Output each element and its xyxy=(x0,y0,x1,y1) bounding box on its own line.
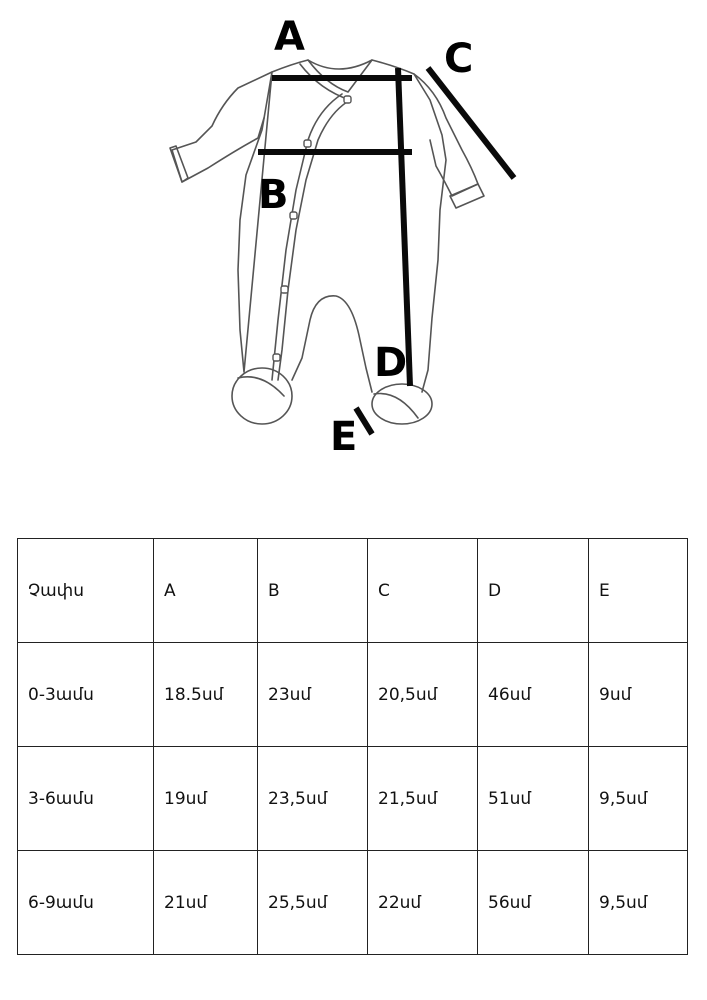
table-cell: 51սմ xyxy=(478,747,589,851)
right-foot-sole-line xyxy=(374,394,418,419)
table-cell: 9,5սմ xyxy=(589,747,688,851)
table-cell: 18.5սմ xyxy=(154,643,258,747)
table-cell: 9սմ xyxy=(589,643,688,747)
table-cell: 9,5սմ xyxy=(589,851,688,955)
left-sleeve-outline xyxy=(172,72,272,182)
table-cell: 25,5սմ xyxy=(258,851,368,955)
right-cuff-outline xyxy=(450,184,484,208)
neckline-outline xyxy=(272,60,372,380)
header-cell-e: E xyxy=(589,539,688,643)
table-cell: 20,5սմ xyxy=(368,643,478,747)
table-cell: 23,5սմ xyxy=(258,747,368,851)
measure-label-b: B xyxy=(258,172,289,218)
romper-outline xyxy=(170,60,484,424)
table-cell: 22սմ xyxy=(368,851,478,955)
header-cell-b: B xyxy=(258,539,368,643)
table-cell: 3-6ամս xyxy=(18,747,154,851)
header-cell-d: D xyxy=(478,539,589,643)
measure-label-d: D xyxy=(374,340,408,386)
measure-line-d xyxy=(398,68,410,386)
table-cell: 23սմ xyxy=(258,643,368,747)
header-cell-a: A xyxy=(154,539,258,643)
snap-button xyxy=(290,212,297,219)
table-cell: 46սմ xyxy=(478,643,589,747)
table-header-row xyxy=(18,539,688,643)
measure-line-e xyxy=(356,408,372,434)
right-foot-outline xyxy=(372,384,432,424)
romper-body-outline xyxy=(238,60,446,392)
table-cell: 21սմ xyxy=(154,851,258,955)
snap-button xyxy=(304,140,311,147)
table-cell: 6-9ամս xyxy=(18,851,154,955)
table-cell: 0-3ամս xyxy=(18,643,154,747)
table-cell: 56սմ xyxy=(478,851,589,955)
snap-button xyxy=(273,354,280,361)
table-row xyxy=(18,643,688,747)
measure-line-c xyxy=(428,68,514,178)
snap-button xyxy=(344,96,351,103)
table-row xyxy=(18,851,688,955)
measure-label-e: E xyxy=(330,414,358,460)
table-cell: 21,5սմ xyxy=(368,747,478,851)
romper-measurement-diagram xyxy=(0,0,707,470)
table-cell: 19սմ xyxy=(154,747,258,851)
snap-button xyxy=(281,286,288,293)
header-cell-size: Չափս xyxy=(18,539,154,643)
measure-label-c: C xyxy=(444,36,474,82)
table-row xyxy=(18,747,688,851)
size-chart-table xyxy=(17,538,688,955)
measure-label-a: A xyxy=(274,14,305,60)
header-cell-c: C xyxy=(368,539,478,643)
left-foot-sole-line xyxy=(238,377,284,396)
